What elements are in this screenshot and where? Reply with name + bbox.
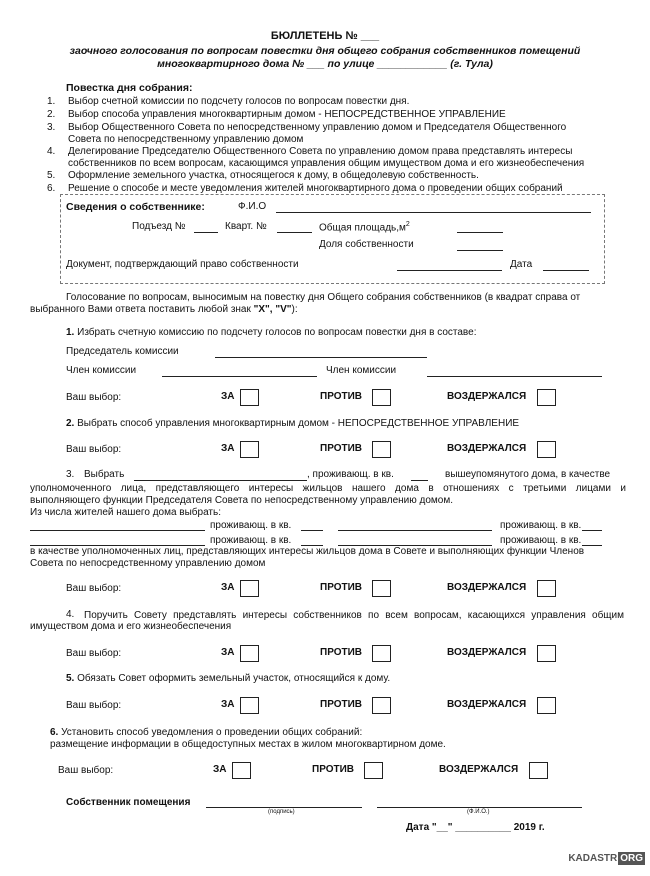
question-3-text: уполномоченного лица, представляющего интересы жильцов нашего дома в отношениях с третьими лицами и	[30, 483, 626, 494]
council-member-apartment-field[interactable]	[582, 530, 602, 531]
date-label: Дата	[510, 259, 533, 270]
question-6-text: размещение информации в общедоступных местах в жилом многоквартирном доме.	[50, 739, 446, 750]
vote-against-label: ПРОТИВ	[320, 391, 363, 402]
question-6: 6. Установить способ уведомления о проведении общих собраний:	[50, 727, 363, 738]
ownership-document-label: Документ, подтверждающий право собственности	[66, 259, 299, 270]
q6-for-checkbox[interactable]	[232, 762, 251, 779]
vote-choice-label: Ваш выбор:	[66, 648, 122, 659]
commission-member-field[interactable]	[427, 376, 602, 377]
vote-abstain-label: ВОЗДЕРЖАЛСЯ	[447, 582, 527, 593]
q6-against-checkbox[interactable]	[364, 762, 383, 779]
signature-caption: (подпись)	[268, 809, 295, 815]
q4-for-checkbox[interactable]	[240, 645, 259, 662]
entrance-field[interactable]	[194, 232, 218, 233]
vote-choice-label: Ваш выбор:	[66, 700, 122, 711]
vote-for-label: ЗА	[221, 391, 235, 402]
agenda-item-continuation: Совета по непосредственному управлению домом	[68, 134, 304, 145]
agenda-item-number: 4.	[47, 146, 56, 157]
ballot-title: БЮЛЛЕТЕНЬ № ___	[270, 30, 380, 42]
vote-against-label: ПРОТИВ	[312, 764, 355, 775]
council-member-apartment-field[interactable]	[301, 530, 323, 531]
instructions-line2: выбранного Вами ответа поставить любой знак "X", "V"):	[30, 304, 298, 315]
vote-for-label: ЗА	[221, 582, 235, 593]
chairman-apartment-field[interactable]	[411, 480, 428, 481]
vote-against-label: ПРОТИВ	[320, 582, 363, 593]
owner-signature-label: Собственник помещения	[66, 797, 191, 808]
commission-member-label: Член комиссии	[326, 365, 397, 376]
q1-abstain-checkbox[interactable]	[537, 389, 556, 406]
vote-choice-label: Ваш выбор:	[58, 765, 114, 776]
area-label: Общая $площадь,м^2$	[319, 221, 410, 234]
agenda-item-number: 1.	[47, 96, 56, 107]
q5-against-checkbox[interactable]	[372, 697, 391, 714]
vote-for-label: ЗА	[221, 699, 235, 710]
question-1: 1. Избрать счетную комиссию по подсчету голосов по вопросам повестки дня в составе:	[66, 327, 477, 338]
name-caption: (Ф.И.О.)	[467, 809, 490, 815]
question-4-text: Поручить Совету представлять интересы собственников по всем вопросам, касающихся управления общим	[84, 610, 624, 621]
vote-against-label: ПРОТИВ	[320, 647, 363, 658]
agenda-item-number: 6.	[47, 183, 56, 194]
q3-for-checkbox[interactable]	[240, 580, 259, 597]
vote-choice-label: Ваш выбор:	[66, 583, 122, 594]
agenda-item: Выбор счетной комиссии по подсчету голосов по вопросам повестки дня.	[68, 96, 410, 107]
footer-date: Дата "__" __________ 2019 г.	[406, 822, 545, 833]
ownership-document-field[interactable]	[397, 270, 502, 271]
ballot-subtitle-line1: заочного голосования по вопросам повестки дня общего собрания собственников помещений	[69, 45, 581, 57]
commission-member-label: Член комиссии	[66, 365, 137, 376]
question-3-text: в качестве уполномоченных лиц, представляющих интересы жильцов дома в Совете и выполняющих функции Членов	[30, 546, 585, 557]
question-3-residing: , проживающ. в кв.	[307, 469, 394, 480]
signature-field[interactable]	[206, 807, 362, 808]
agenda-item-number: 3.	[47, 122, 56, 133]
agenda-item: Выбор способа управления многоквартирным домом - НЕПОСРЕДСТВЕННОЕ УПРАВЛЕНИЕ	[68, 109, 506, 120]
owner-name-field[interactable]	[377, 807, 582, 808]
fio-label: Ф.И.О	[238, 201, 267, 212]
residing-label: проживающ. в кв.	[210, 520, 292, 531]
vote-choice-label: Ваш выбор:	[66, 392, 122, 403]
vote-abstain-label: ВОЗДЕРЖАЛСЯ	[439, 764, 519, 775]
vote-for-label: ЗА	[221, 647, 235, 658]
agenda-item: Выбор Общественного Совета по непосредственному управлению домом и Председателя Общественного	[68, 122, 567, 133]
kadastr-watermark: KADASTR ORG	[568, 853, 643, 864]
agenda-item: Решение о способе и месте уведомления жителей многоквартирного дома о проведении общих собраний	[68, 183, 563, 194]
question-3-text: Из числа жителей нашего дома выбрать:	[30, 507, 222, 518]
commission-member-field[interactable]	[162, 376, 317, 377]
question-3-text: вышеупомянутого дома, в качестве	[445, 469, 611, 480]
q5-abstain-checkbox[interactable]	[537, 697, 556, 714]
question-4-number: 4.	[66, 609, 75, 620]
question-5: 5. Обязать Совет оформить земельный участок, относящийся к дому.	[66, 673, 391, 684]
question-3-text: Совета по непосредственному управлению домом	[30, 558, 266, 569]
owner-info-heading: Сведения о собственнике:	[66, 201, 205, 213]
agenda-item-continuation: собственников по всем вопросам, касающимся управления общим имуществом дома и его жизнеобеспечения	[68, 158, 585, 169]
question-3-text: выполняющего функции Председателя Совета по непосредственному управлению домом.	[30, 495, 454, 506]
date-field[interactable]	[543, 270, 589, 271]
question-3-number: 3.	[66, 469, 75, 480]
council-member-field[interactable]	[338, 530, 492, 531]
area-field[interactable]	[457, 232, 503, 233]
question-4-text: имуществом дома и его жизнеобеспечения	[30, 621, 232, 632]
commission-chair-field[interactable]	[215, 357, 427, 358]
apartment-field[interactable]	[277, 232, 312, 233]
q3-against-checkbox[interactable]	[372, 580, 391, 597]
q1-for-checkbox[interactable]	[240, 389, 259, 406]
vote-against-label: ПРОТИВ	[320, 443, 363, 454]
fio-field[interactable]	[276, 212, 591, 213]
vote-for-label: ЗА	[213, 764, 227, 775]
entrance-label: Подъезд №	[132, 221, 186, 232]
share-label: Доля собственности	[319, 239, 414, 250]
agenda-item-number: 2.	[47, 109, 56, 120]
council-member-apartment-field[interactable]	[582, 545, 602, 546]
residing-label: проживающ. в кв.	[500, 520, 582, 531]
q3-abstain-checkbox[interactable]	[537, 580, 556, 597]
q2-for-checkbox[interactable]	[240, 441, 259, 458]
commission-chair-label: Председатель комиссии	[66, 346, 179, 357]
vote-abstain-label: ВОЗДЕРЖАЛСЯ	[447, 443, 527, 454]
apartment-label: Кварт. №	[225, 221, 267, 232]
q2-against-checkbox[interactable]	[372, 441, 391, 458]
instructions-line1: Голосование по вопросам, выносимым на повестку дня Общего собрания собственников (в квадрат справа от	[66, 292, 581, 303]
vote-abstain-label: ВОЗДЕРЖАЛСЯ	[447, 699, 527, 710]
q4-against-checkbox[interactable]	[372, 645, 391, 662]
vote-against-label: ПРОТИВ	[320, 699, 363, 710]
chairman-name-field[interactable]	[134, 480, 307, 481]
residing-label: проживающ. в кв.	[210, 535, 292, 546]
residing-label: проживающ. в кв.	[500, 535, 582, 546]
q6-abstain-checkbox[interactable]	[529, 762, 548, 779]
question-2: 2. Выбрать способ управления многоквартирным домом - НЕПОСРЕДСТВЕННОЕ УПРАВЛЕНИЕ	[66, 418, 520, 429]
question-3-choose: Выбрать	[84, 469, 125, 480]
agenda-heading: Повестка дня собрания:	[66, 82, 193, 94]
vote-abstain-label: ВОЗДЕРЖАЛСЯ	[447, 647, 527, 658]
vote-for-label: ЗА	[221, 443, 235, 454]
q5-for-checkbox[interactable]	[240, 697, 259, 714]
council-member-field[interactable]	[30, 530, 205, 531]
share-field[interactable]	[457, 250, 503, 251]
agenda-item: Оформление земельного участка, относящегося к дому, в общедолевую собственность.	[68, 170, 479, 181]
ballot-subtitle-line2: многоквартирного дома № ___ по улице ____________ (г. Тула)	[157, 58, 493, 70]
vote-abstain-label: ВОЗДЕРЖАЛСЯ	[447, 391, 527, 402]
q1-against-checkbox[interactable]	[372, 389, 391, 406]
q2-abstain-checkbox[interactable]	[537, 441, 556, 458]
q4-abstain-checkbox[interactable]	[537, 645, 556, 662]
agenda-item: Делегирование Председателю Общественного Совета по управлению домом права представлять интересы	[68, 146, 573, 157]
vote-choice-label: Ваш выбор:	[66, 444, 122, 455]
agenda-item-number: 5.	[47, 170, 56, 181]
